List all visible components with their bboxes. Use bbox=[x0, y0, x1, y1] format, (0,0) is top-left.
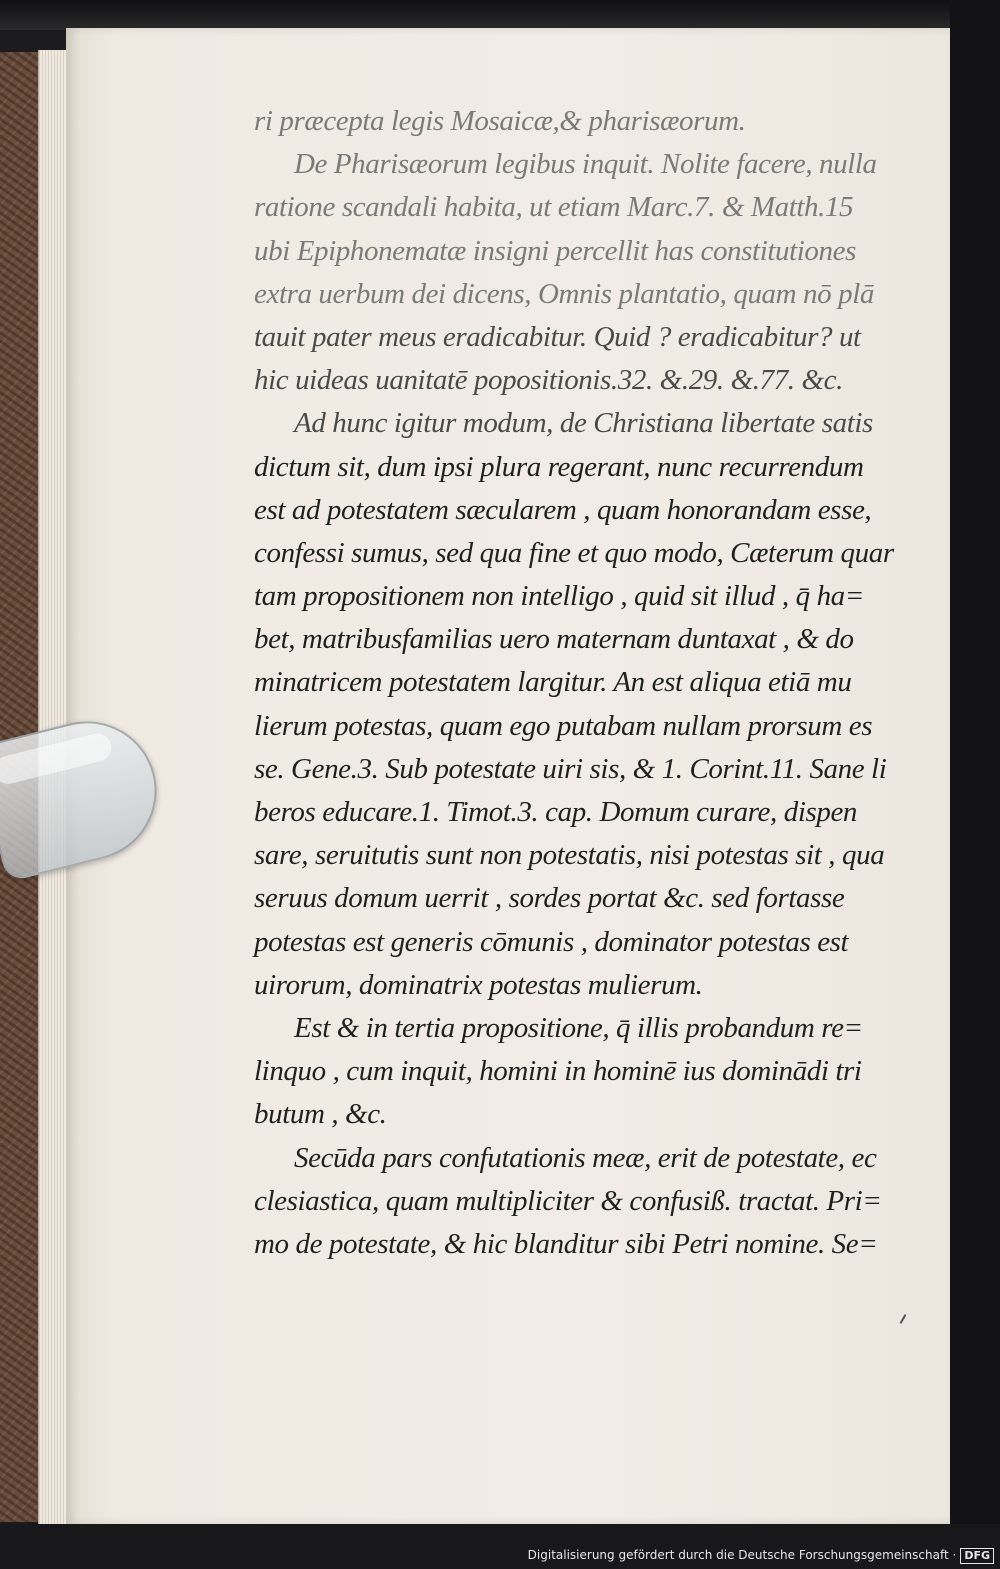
text-line: ubi Epiphonematæ insigni percellit has constitutiones bbox=[254, 234, 856, 267]
text-line: De Pharisæorum legibus inquit. Nolite facere, nulla bbox=[294, 148, 877, 181]
text-line: ri præcepta legis Mosaicæ,& pharisæorum. bbox=[254, 105, 746, 137]
text-line: mo de potestate, & hic blanditur sibi Petri nomine. Se= bbox=[254, 1227, 878, 1260]
text-line: sare, seruitutis sunt non potestatis, nisi potestas sit , qua bbox=[254, 839, 885, 872]
text-line: tam propositionem non intelligo , quid sit illud , q̄ ha= bbox=[254, 580, 864, 613]
text-line: uirorum, dominatrix potestas mulierum. bbox=[254, 968, 703, 1001]
text-line: clesiastica, quam multipliciter & confusiß. tractat. Pri= bbox=[254, 1184, 882, 1217]
text-line: potestas est generis cōmunis , dominator potestas est bbox=[254, 925, 849, 958]
text-line: confessi sumus, sed qua fine et quo modo, Cæterum quar bbox=[254, 536, 894, 569]
scan-background-top bbox=[0, 0, 1000, 30]
digitization-credit bbox=[528, 1545, 994, 1565]
dfg-logo: DFG bbox=[960, 1548, 994, 1564]
text-line: beros educare.1. Timot.3. cap. Domum curare, dispen bbox=[254, 796, 858, 828]
text-line: lierum potestas, quam ego putabam nullam prorsum es bbox=[254, 709, 873, 742]
text-line: butum , &c. bbox=[254, 1098, 387, 1131]
text-line: minatricem potestatem largitur. An est aliqua etiā mu bbox=[254, 666, 852, 699]
scan-background-right bbox=[950, 0, 1000, 1569]
page-text bbox=[254, 100, 944, 1266]
text-line: est ad potestatem sæcularem , quam honorandam esse, bbox=[254, 493, 872, 526]
text-line: dictum sit, dum ipsi plura regerant, nunc recurrendum bbox=[254, 450, 864, 483]
text-line: Secūda pars confutationis meæ, erit de potestate, ec bbox=[294, 1141, 877, 1174]
text-line: linquo , cum inquit, homini in hominē ius dominādi tri bbox=[254, 1055, 862, 1088]
text-line: se. Gene.3. Sub potestate uiri sis, & 1. Corint.11. Sane li bbox=[254, 752, 887, 785]
text-line: Est & in tertia propositione, q̄ illis probandum re= bbox=[294, 1011, 863, 1044]
text-line: tauit pater meus eradicabitur. Quid ? eradicabitur? ut bbox=[254, 320, 861, 353]
text-line: ratione scandali habita, ut etiam Marc.7. & Matth.15 bbox=[254, 191, 854, 224]
text-line: bet, matribusfamilias uero maternam duntaxat , & do bbox=[254, 623, 854, 656]
text-line: hic uideas uanitatē popositionis.32. &.29. &.77. &c. bbox=[254, 364, 843, 397]
credit-text: Digitalisierung gefördert durch die Deutsche Forschungsgemeinschaft · bbox=[527, 1548, 957, 1562]
text-line: Ad hunc igitur modum, de Christiana libertate satis bbox=[294, 407, 873, 440]
text-line: seruus domum uerrit , sordes portat &c. sed fortasse bbox=[254, 882, 845, 915]
text-line: extra uerbum dei dicens, Omnis plantatio, quam nō plā bbox=[254, 277, 874, 310]
